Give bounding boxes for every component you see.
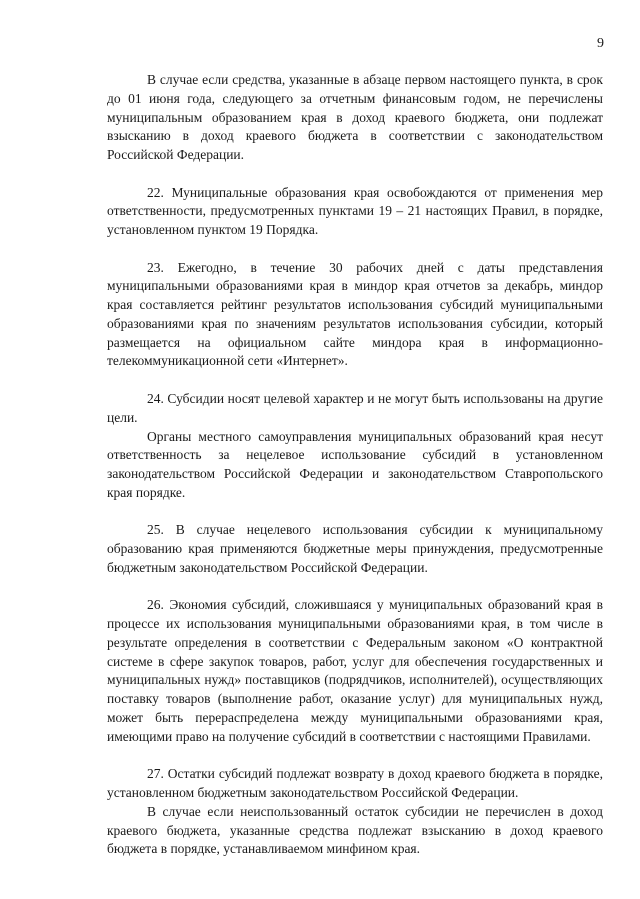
- paragraph-27-second: В случае если неиспользованный остаток субсидии не перечислен в доход краевого бюджета, указанные средства подлежат взысканию в доход краевого бюджета в порядке, устанавливаемом минфином края.: [107, 803, 603, 857]
- paragraph-25: 25. В случае нецелевого использования субсидии к муниципальному образованию края применяются бюджетные меры принуждения, предусмотренные бюджетным законодательством Российской Федерации.: [107, 522, 603, 575]
- paragraph-26: 26. Экономия субсидий, сложившаяся у муниципальных образований края в процессе их использования муниципальными образованиями края, в том числе в результате определения в соответствии с Федеральным законом «О контрактной системе в сфере закупок товаров, работ, услуг для обеспечения государственных и муниципальных нужд» поставщиков (подрядчиков, исполнителей), осуществляющих поставку товаров (выполнение работ, оказание услуг) для муниципальных нужд, может быть перераспределена между муниципальными образованиями края, имеющими право на получение субсидий в соответствии с настоящими Правилами.: [107, 597, 603, 744]
- page-number: 9: [597, 36, 604, 51]
- paragraph-24-second: Органы местного самоуправления муниципальных образований края несут ответственность за нецелевое использование субсидий в установленном законодательством Российской Федерации и законодательством Ставропольского края порядке.: [107, 428, 603, 500]
- paragraph-21-continuation: В случае если средства, указанные в абзаце первом настоящего пункта, в срок до 01 июня года, следующего за отчетным финансовым годом, не перечислены муниципальным образованием края в доход краевого бюджета, они подлежат взысканию в доход краевого бюджета в соответствии с законодательством Российской Федерации.: [107, 72, 603, 163]
- paragraph-23: 23. Ежегодно, в течение 30 рабочих дней с даты представления муниципальными образованиями края в миндор края отчетов за декабрь, миндор края составляется рейтинг результатов использования субсидий муниципальными образованиями края по значениям результатов использования субсидии, который размещается на официальном сайте миндора края в информационно-телекоммуникационной сети «Интернет».: [107, 259, 603, 369]
- paragraph-22: 22. Муниципальные образования края освобождаются от применения мер ответственности, предусмотренных пунктами 19 – 21 настоящих Правил, в порядке, установленном пунктом 19 Порядка.: [107, 184, 603, 238]
- paragraph-27: 27. Остатки субсидий подлежат возврату в доход краевого бюджета в порядке, установленном бюджетным законодательством Российской Федерации.: [107, 766, 603, 800]
- document-body: [107, 71, 603, 859]
- paragraph-24: 24. Субсидии носят целевой характер и не могут быть использованы на другие цели.: [107, 390, 603, 425]
